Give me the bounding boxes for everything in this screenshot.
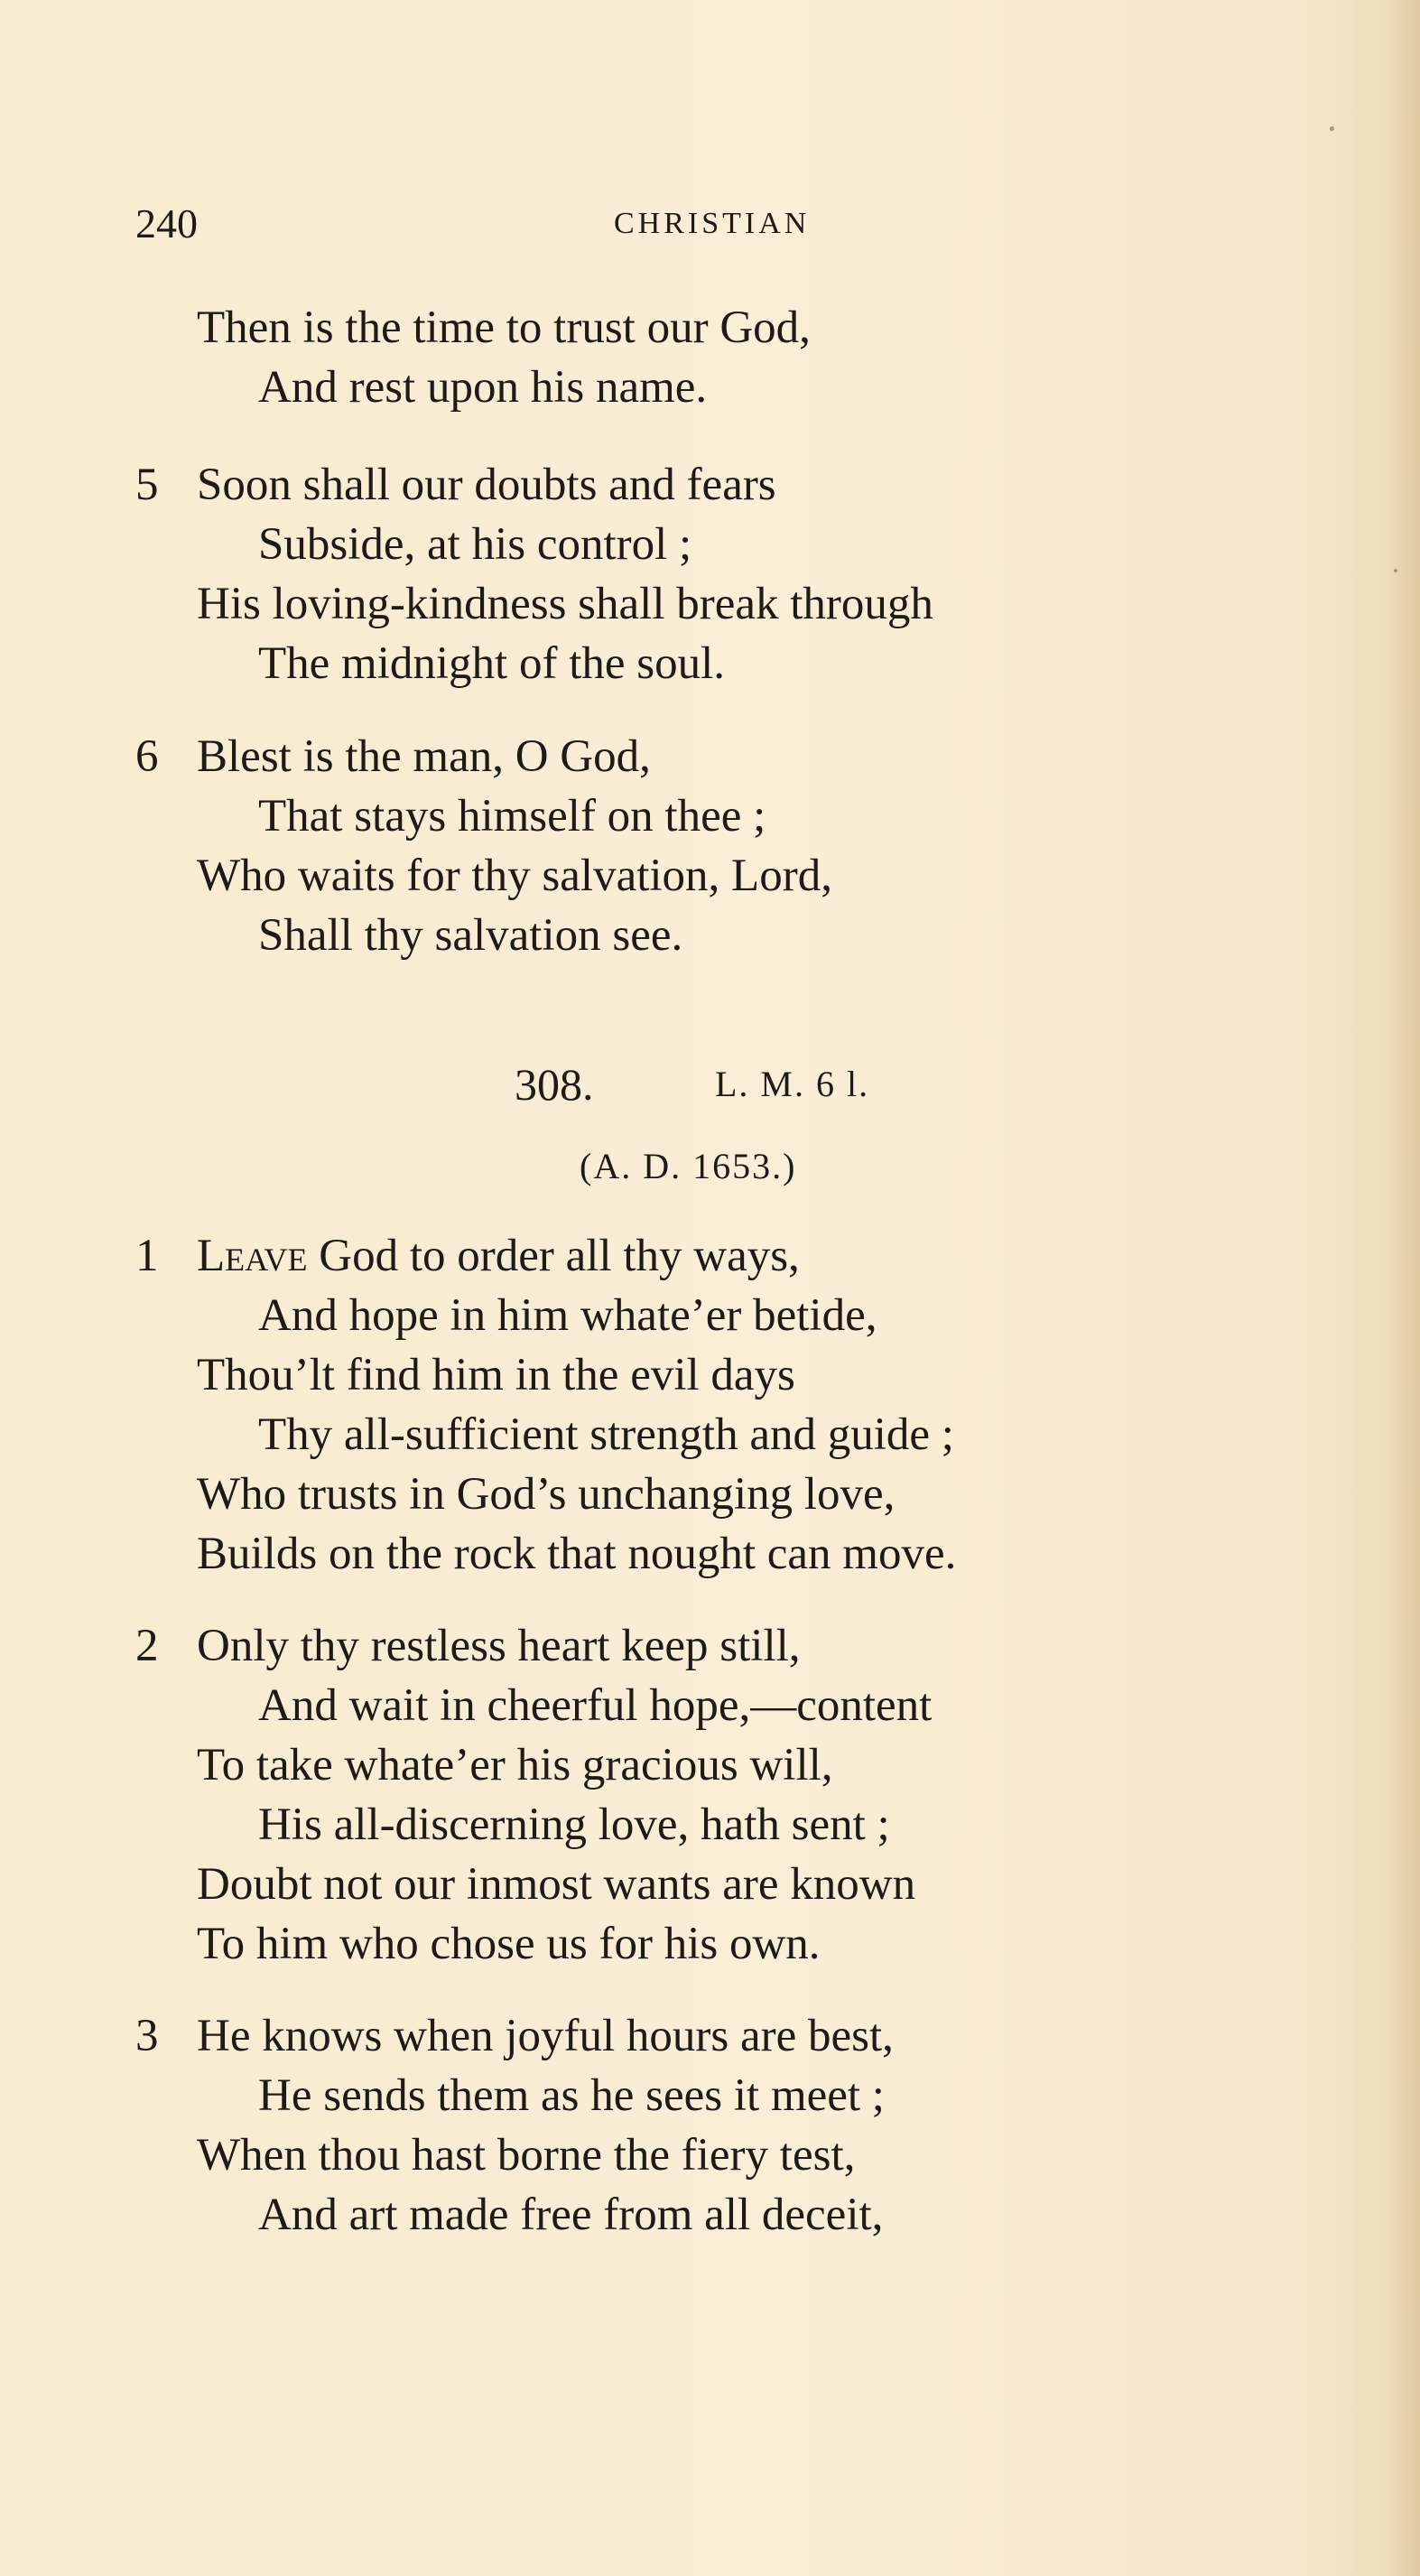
- stanza-line: When thou hast borne the fiery test,: [197, 2130, 856, 2181]
- first-line-rest: God to order all thy ways,: [307, 1231, 800, 1281]
- page-header: [135, 197, 1273, 251]
- stanza-line: He knows when joyful hours are best,: [197, 2011, 894, 2061]
- stanza-line: He sends them as he sees it meet ;: [258, 2070, 885, 2121]
- stanza-line: His loving-kindness shall break through: [197, 579, 933, 629]
- stanza-line: Only thy restless heart keep still,: [197, 1621, 801, 1671]
- stanza-line: Shall thy salvation see.: [258, 910, 683, 961]
- hymn-number: 308.: [515, 1059, 594, 1110]
- hymn-date: (A. D. 1653.): [580, 1146, 797, 1186]
- stanza-line: The midnight of the soul.: [258, 638, 726, 689]
- hymn-meter: L. M. 6 l.: [715, 1064, 870, 1104]
- stanza-line: Doubt not our inmost wants are known: [197, 1859, 916, 1910]
- stanza-line: Subside, at his control ;: [258, 519, 692, 570]
- stanza-line: And art made free from all deceit,: [258, 2190, 884, 2240]
- stanza-line: Thou’lt find him in the evil days: [197, 1350, 795, 1400]
- stanza-line: His all-discerning love, hath sent ;: [258, 1799, 890, 1850]
- stanza-number: 1: [135, 1231, 159, 1281]
- stanza-number: 6: [135, 731, 159, 782]
- stanza-line: And rest upon his name.: [258, 362, 708, 413]
- stanza-line: And wait in cheerful hope,—content: [258, 1680, 933, 1731]
- paper-speck: [1394, 569, 1397, 572]
- stanza-line: Blest is the man, O God,: [197, 731, 651, 782]
- paper-speck: [1330, 126, 1334, 131]
- stanza-line: Builds on the rock that nought can move.: [197, 1529, 957, 1579]
- stanza-line: To take whate’er his gracious will,: [197, 1740, 833, 1790]
- stanza-first-line: [197, 1226, 800, 1286]
- stanza-line: Who trusts in God’s unchanging love,: [197, 1469, 896, 1520]
- stanza-line: Thy all-sufficient strength and guide ;: [258, 1409, 954, 1460]
- running-head: CHRISTIAN: [614, 207, 811, 240]
- stanza-line: Then is the time to trust our God,: [197, 302, 811, 353]
- stanza-line: Who waits for thy salvation, Lord,: [197, 851, 832, 901]
- stanza-number: 5: [135, 460, 159, 510]
- stanza-line: That stays himself on thee ;: [258, 791, 766, 842]
- stanza-number: 3: [135, 2011, 159, 2061]
- page-number: 240: [135, 200, 198, 246]
- stanza-line: And hope in him whate’er betide,: [258, 1290, 877, 1341]
- stanza-number: 2: [135, 1621, 159, 1671]
- initial-word: Leave: [197, 1231, 308, 1281]
- page-edge-shadow: [1384, 0, 1420, 2576]
- stanza-line: Soon shall our doubts and fears: [197, 460, 776, 510]
- stanza-line: To him who chose us for his own.: [197, 1919, 821, 1969]
